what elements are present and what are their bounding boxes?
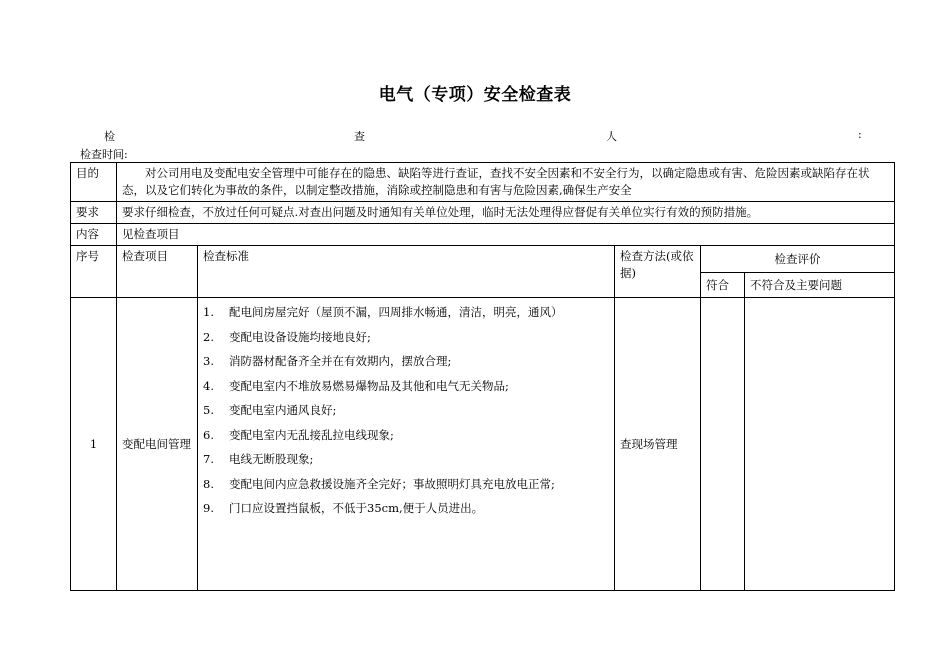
list-item	[203, 349, 609, 374]
inspector-row	[104, 128, 864, 144]
row-item: 变配电间管理	[117, 298, 198, 591]
check-time-label: 检查时间:	[80, 148, 128, 161]
list-item	[203, 374, 609, 399]
list-item-text: 变配电室内不堆放易燃易爆物品及其他和电气无关物品;	[229, 378, 509, 393]
list-item-number: 6.	[203, 427, 214, 442]
inspector-char-2: 查	[354, 130, 365, 143]
row-pass-cell[interactable]	[701, 298, 745, 591]
list-item-text: 门口应设置挡鼠板，不低于35cm,便于人员进出。	[229, 501, 484, 515]
inspector-colon: :	[858, 128, 862, 141]
list-item-text: 变配电室内无乱接乱拉电线现象;	[229, 427, 394, 442]
requirement-text: 要求仔细检查，不放过任何可疑点.对查出问题及时通知有关单位处理，临时无法处理得应督促有关单位实行有效的预防措施。	[117, 202, 895, 224]
list-item-number: 3.	[203, 354, 214, 368]
list-item	[203, 447, 609, 472]
header-evaluation: 检查评价	[701, 246, 895, 273]
list-item-number: 5.	[203, 403, 214, 417]
inspector-char-1: 检	[104, 130, 115, 143]
requirement-label: 要求	[71, 202, 117, 224]
purpose-label: 目的	[71, 163, 117, 202]
row-seq: 1	[71, 298, 117, 591]
header-pass: 符合	[701, 273, 745, 298]
header-row	[71, 246, 895, 273]
list-item	[203, 398, 609, 423]
table-row	[71, 298, 895, 591]
header-standard: 检查标准	[198, 246, 615, 298]
list-item	[203, 496, 609, 521]
list-item	[203, 472, 609, 497]
row-method: 查现场管理	[615, 298, 701, 591]
page-title: 电气（专项）安全检查表	[378, 85, 572, 105]
header-fail: 不符合及主要问题	[745, 273, 895, 298]
row-standards	[198, 298, 615, 591]
content-text: 见检查项目	[117, 224, 895, 246]
list-item-text: 电线无断股现象;	[229, 452, 314, 466]
list-item	[203, 325, 609, 350]
list-item-number: 2.	[203, 329, 214, 344]
header-method: 检查方法(或依据)	[615, 246, 701, 298]
list-item-text: 变配电室内通风良好;	[229, 403, 337, 417]
content-row	[71, 224, 895, 246]
list-item-text: 变配电间内应急救援设施齐全完好；事故照明灯具充电放电正常;	[229, 476, 555, 491]
header-item: 检查项目	[117, 246, 198, 298]
row-fail-cell[interactable]	[745, 298, 895, 591]
inspection-table	[70, 162, 895, 591]
list-item-number: 8.	[203, 476, 214, 491]
list-item-text: 消防器材配备齐全并在有效期内，摆放合理;	[229, 354, 452, 368]
content-label: 内容	[71, 224, 117, 246]
purpose-row	[71, 163, 895, 202]
inspector-char-3: 人	[606, 130, 617, 143]
list-item	[203, 423, 609, 448]
list-item-number: 1.	[203, 305, 214, 319]
list-item-text: 配电间房屋完好（屋顶不漏，四周排水畅通，清洁，明亮，通风）	[229, 305, 563, 319]
list-item	[203, 300, 609, 325]
list-item-number: 7.	[203, 452, 214, 466]
list-item-text: 变配电设备设施均接地良好;	[229, 329, 371, 344]
header-seq: 序号	[71, 246, 117, 298]
requirement-row	[71, 202, 895, 224]
list-item-number: 4.	[203, 378, 214, 393]
purpose-text: 对公司用电及变配电安全管理中可能存在的隐患、缺陷等进行查证，查找不安全因素和不安全行为，以确定隐患或有害、危险因素或缺陷存在状态，以及它们转化为事故的条件，以制定整改措施，消除或控制隐患和有害与危险因素,确保生产安全	[117, 163, 895, 202]
standards-list	[203, 300, 609, 521]
list-item-number: 9.	[203, 501, 214, 515]
